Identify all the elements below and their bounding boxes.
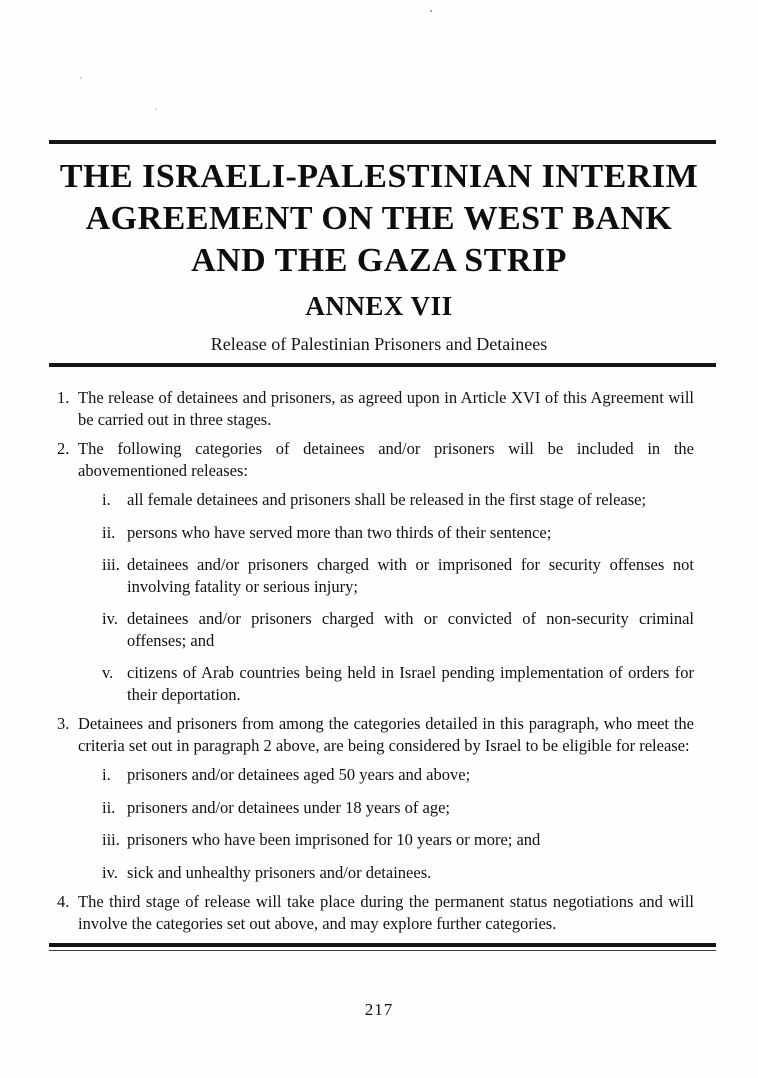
item-text: The following categories of detainees and/or prisoners will be included in the abovementioned releases: <box>78 439 694 480</box>
scan-speck <box>430 10 432 12</box>
sub-item-text: detainees and/or prisoners charged with or convicted of non-security criminal offenses; and <box>127 609 694 650</box>
sub-item-2-iv <box>102 608 694 651</box>
item-text: The third stage of release will take place during the permanent status negotiations and will involve the categories set out above, and may explore further categories. <box>78 892 694 933</box>
sub-item-marker: ii. <box>102 797 116 817</box>
sub-item-marker: i. <box>102 490 111 509</box>
sub-item-3-ii <box>102 797 694 819</box>
sub-item-text: sick and unhealthy prisoners and/or detainees. <box>127 862 432 882</box>
sub-item-text: detainees and/or prisoners charged with or imprisoned for security offenses not involving fatality or serious injury; <box>127 555 694 596</box>
sublist-2 <box>102 489 694 705</box>
sub-item-3-iii <box>102 829 694 851</box>
annex-heading: ANNEX VII <box>305 291 453 321</box>
document-body <box>57 387 694 942</box>
sub-item-text: prisoners and/or detainees aged 50 years and above; <box>127 765 471 784</box>
document-title-line-2: AGREEMENT ON THE WEST BANK <box>85 200 673 237</box>
sub-item-2-v <box>102 662 694 705</box>
document-title-line-1: THE ISRAELI-PALESTINIAN INTERIM <box>59 158 699 195</box>
document-title-line-3: AND THE GAZA STRIP <box>191 242 567 279</box>
sub-item-text: prisoners and/or detainees under 18 years of age; <box>127 797 451 817</box>
sub-item-2-iii <box>102 554 694 597</box>
sub-item-text: prisoners who have been imprisoned for 10 years or more; and <box>127 830 541 849</box>
sub-item-marker: iv. <box>102 862 118 882</box>
list-item-3 <box>57 713 694 756</box>
item-number: 1. <box>57 388 70 407</box>
sub-item-text: all female detainees and prisoners shall be released in the first stage of release; <box>127 490 647 509</box>
sub-item-marker: iii. <box>102 555 120 574</box>
sub-item-2-ii <box>102 522 694 544</box>
horizontal-rule-bottom <box>49 943 716 951</box>
sub-item-marker: iii. <box>102 830 120 849</box>
scan-speck <box>80 77 82 79</box>
sub-item-marker: ii. <box>102 522 116 542</box>
sub-item-marker: i. <box>102 765 111 784</box>
sub-item-3-i <box>102 764 694 786</box>
horizontal-rule-middle <box>49 363 716 367</box>
scan-speck <box>155 108 157 110</box>
list-item-2 <box>57 438 694 481</box>
page-number: 217 <box>364 1000 394 1019</box>
list-item-1 <box>57 387 694 430</box>
sub-item-marker: iv. <box>102 609 118 628</box>
document-subtitle: Release of Palestinian Prisoners and Detainees <box>210 334 548 354</box>
document-header <box>0 156 758 355</box>
sub-item-3-iv <box>102 862 694 884</box>
item-text: Detainees and prisoners from among the categories detailed in this paragraph, who meet the criteria set out in paragraph 2 above, are being considered by Israel to be eligible for release: <box>78 714 694 755</box>
sub-item-2-i <box>102 489 694 511</box>
horizontal-rule-top <box>49 140 716 144</box>
item-number: 4. <box>57 892 70 911</box>
item-text: The release of detainees and prisoners, as agreed upon in Article XVI of this Agreement will be carried out in three stages. <box>78 388 694 429</box>
sub-item-marker: v. <box>102 663 114 682</box>
item-text-wrap <box>78 438 694 481</box>
sublist-3 <box>102 764 694 883</box>
sub-item-text: citizens of Arab countries being held in Israel pending implementation of orders for their deportation. <box>127 663 694 704</box>
list-item-4 <box>57 891 694 934</box>
sub-item-text: persons who have served more than two thirds of their sentence; <box>127 522 552 542</box>
item-number: 3. <box>57 714 70 733</box>
item-number: 2. <box>57 439 70 458</box>
